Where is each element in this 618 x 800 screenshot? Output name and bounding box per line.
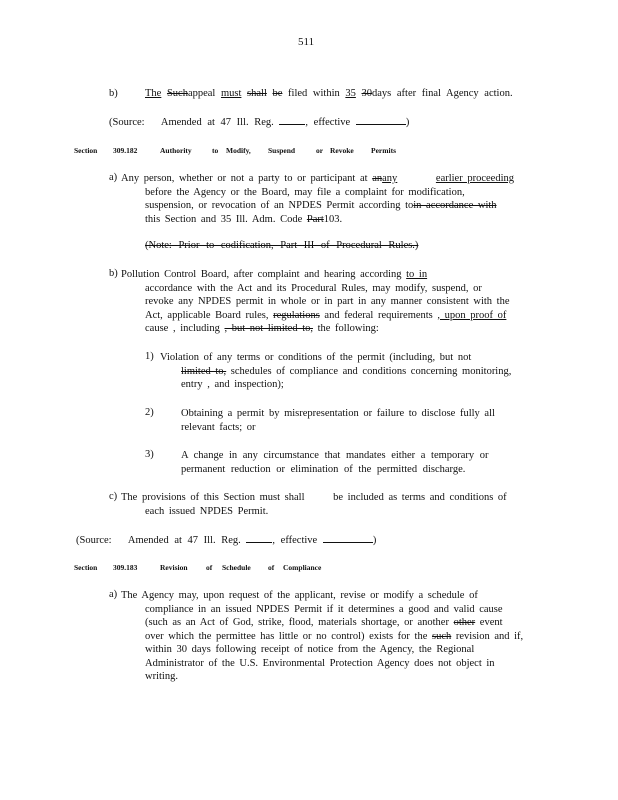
item-1-label: 1)	[145, 351, 154, 362]
revision-a-label: a)	[109, 589, 118, 600]
item-3-label: 3)	[145, 449, 154, 460]
sub-a-note: (Note: Prior to codification, Part III of Procedural Rules.)	[145, 240, 419, 251]
sub-b-text: Pollution Control Board, after complaint and hearing according to in accordance with the Act and its Procedural Rules, may modify, suspend, or revoke any NPDES permit in whole or in part in any manner consistent with the Act, applicable Board rules, regulations and federal requirements , upon proof of cause , including , but not limited to, the following:	[121, 269, 510, 334]
item-2-text: Obtaining a permit by misrepresentation or failure to disclose fully all relevant facts; or	[181, 408, 495, 433]
sub-a-label: a)	[109, 172, 118, 183]
sub-b-label: b)	[109, 268, 118, 279]
source-note-1: (Source: Amended at 47 Ill. Reg. , effective )	[109, 117, 410, 128]
sub-c-text: The provisions of this Section must shall be included as terms and conditions of each issued NPDES Permit.	[121, 492, 507, 517]
item-b-label: b)	[109, 88, 118, 99]
item-b-text: The Suchappeal must shall be filed within 35 30days after final Agency action.	[145, 88, 513, 99]
item-3-text: A change in any circumstance that mandates either a temporary or permanent reduction or elimination of the permitted discharge.	[181, 450, 489, 475]
item-1-text: Violation of any terms or conditions of the permit (including, but not limited to, schedules of compliance and conditions concerning monitoring, entry , and inspection);	[160, 352, 512, 390]
revision-a-text: The Agency may, upon request of the applicant, revise or modify a schedule of compliance in an issued NPDES Permit if it determines a good and valid cause (such as an Act of God, strike, flood, materials shortage, or another other event over which the permittee has little or no control) exists for the such revision and if, within 30 days following receipt of notice from the Agency, the Regional Administrator of the U.S. Environmental Protection Agency does not object in writing.	[121, 590, 524, 682]
source-note-2: (Source: Amended at 47 Ill. Reg. , effective )	[76, 535, 377, 546]
page-number: 511	[298, 36, 315, 48]
sub-a-text: Any person, whether or not a party to or participant at anany earlier proceeding before the Agency or the Board, may file a complaint for modification, suspension, or revocation of an NPDES Permit according toin accordance with this Section and 35 Ill. Adm. Code Part103.	[121, 173, 514, 225]
sub-c-label: c)	[109, 491, 118, 502]
item-2-label: 2)	[145, 407, 154, 418]
